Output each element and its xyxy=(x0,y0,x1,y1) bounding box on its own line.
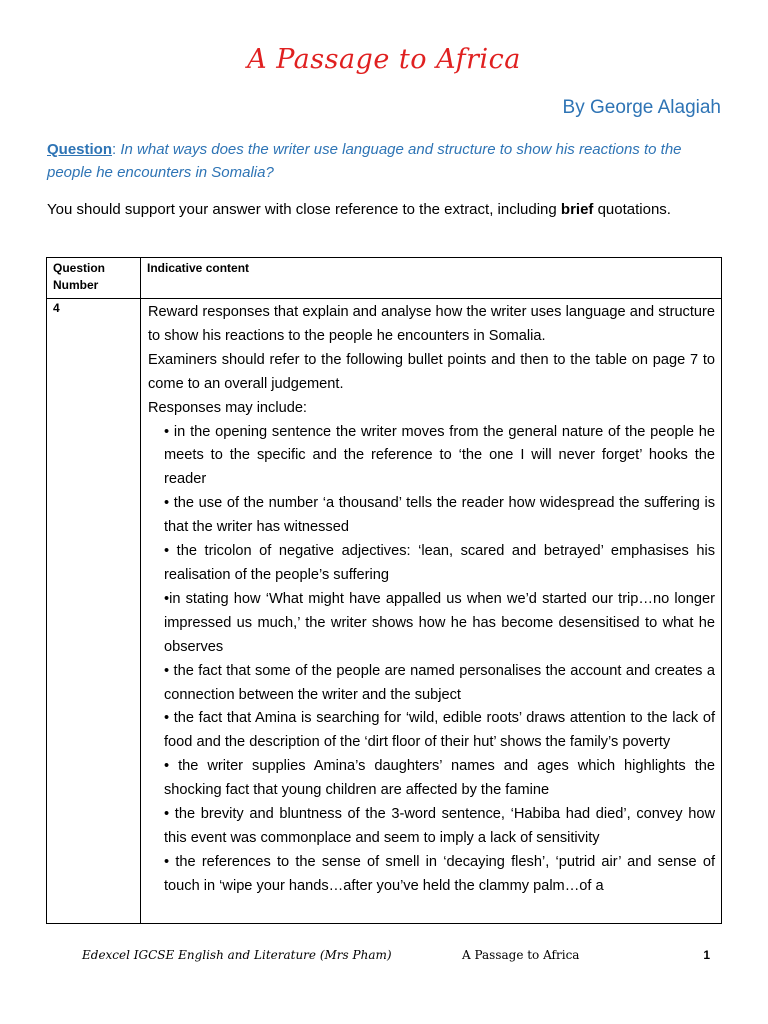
author-byline: By George Alagiah xyxy=(562,97,721,118)
header-question-number: Question Number xyxy=(47,258,141,299)
page-title: A Passage to Africa xyxy=(247,44,521,75)
question-number-cell: 4 xyxy=(47,299,141,924)
question-block xyxy=(47,138,723,184)
list-item: • the fact that Amina is searching for ‘wild, edible roots’ draws attention to the lack of food and the description of the ‘dirt floor of their hut’ shows the family’s poverty xyxy=(164,710,715,751)
content-paragraph: Reward responses that explain and analyse how the writer uses language and structure to show his reactions to the people he encounters in Somalia. xyxy=(148,304,715,344)
table-row xyxy=(47,299,722,924)
list-item: • the brevity and bluntness of the 3-word sentence, ‘Habiba had died’, convey how this event was commonplace and seem to imply a lack of sensitivity xyxy=(164,806,715,846)
instruction-after: quotations. xyxy=(593,201,671,218)
instruction-bold: brief xyxy=(560,201,594,218)
page-footer xyxy=(0,948,768,968)
question-colon: : xyxy=(112,141,121,158)
question-text: In what ways does the writer use language and structure to show his reactions to the people he encounters in Somalia? xyxy=(47,141,682,181)
table-header-row xyxy=(47,258,722,299)
response-bullet-list xyxy=(148,421,715,899)
list-item: • in the opening sentence the writer moves from the general nature of the people he meets to the specific and the reference to ‘the one I will never forget’ hooks the reader xyxy=(164,423,715,488)
footer-course: Edexcel IGCSE English and Literature (Mrs Pham) xyxy=(82,948,392,962)
instruction-before: You should support your answer with close reference to the extract, including xyxy=(47,201,561,218)
content-paragraph: Examiners should refer to the following bullet points and then to the table on page 7 to come to an overall judgement. xyxy=(148,351,715,392)
question-label: Question xyxy=(47,141,113,158)
list-item: • the use of the number ‘a thousand’ tells the reader how widespread the suffering is that the writer has witnessed xyxy=(164,495,715,536)
mark-scheme-table xyxy=(46,257,722,924)
list-item: •in stating how ‘What might have appalled us when we’d started our trip…no longer impressed us much,’ the writer shows how he has become desensitised to what he observes xyxy=(164,590,715,655)
indicative-content-cell xyxy=(141,299,722,924)
page-number: 1 xyxy=(703,948,710,962)
list-item: • the fact that some of the people are named personalises the account and creates a connection between the writer and the subject xyxy=(164,662,715,703)
list-item: • the references to the sense of smell in ‘decaying flesh’, ‘putrid air’ and sense of touch in ‘wipe your hands…after you’ve held the clammy palm…of a xyxy=(164,853,715,894)
footer-title: A Passage to Africa xyxy=(462,948,580,962)
content-paragraph: Responses may include: xyxy=(148,399,307,416)
list-item: • the tricolon of negative adjectives: ‘lean, scared and betrayed’ emphasises his realisation of the people’s suffering xyxy=(164,543,715,583)
header-indicative-content: Indicative content xyxy=(141,258,722,299)
instruction-text xyxy=(47,198,723,222)
list-item: • the writer supplies Amina’s daughters’ names and ages which highlights the shocking fact that young children are affected by the famine xyxy=(164,758,715,799)
